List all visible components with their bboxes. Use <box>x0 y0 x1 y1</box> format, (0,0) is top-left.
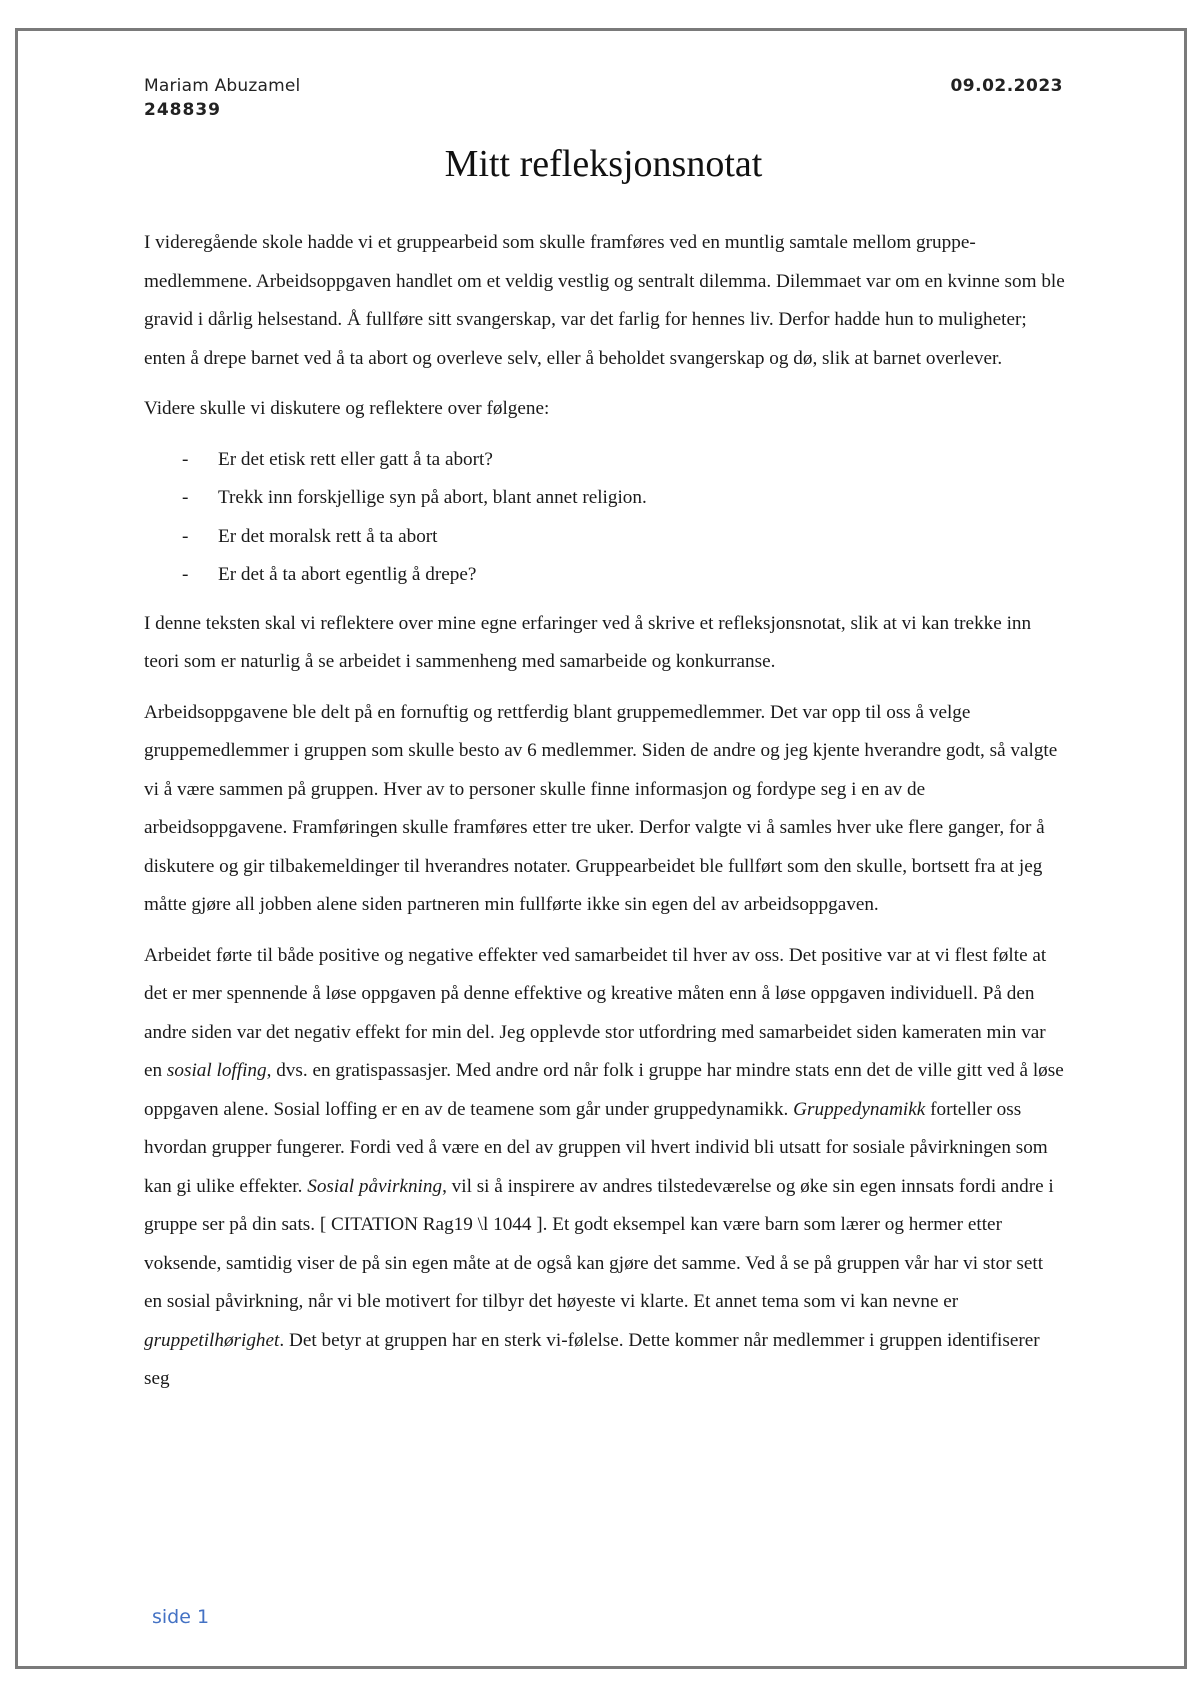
list-item-text: Er det moralsk rett å ta abort <box>218 525 438 547</box>
document-date: 09.02.2023 <box>950 76 1063 96</box>
list-item-text: Er det etisk rett eller gatt å ta abort? <box>218 448 493 470</box>
document-header <box>144 74 1063 122</box>
list-item-text: Er det å ta abort egentlig å drepe? <box>218 564 477 585</box>
document-title: Mitt refleksjonsnotat <box>444 143 763 185</box>
text-run: , dvs. en gratispassasjer. Med andre ord når folk i gruppe har mindre stats enn det de ville gitt ved å løse oppgaven alene. Sosial loffing er en av de teamene som går under gruppedynamikk. <box>144 1060 1064 1120</box>
list-dash: - <box>182 487 189 508</box>
text-run: Arbeidet førte til både positive og negative effekter ved samarbeidet til hver av oss. Det positive var at vi flest følte at det er mer spennende å løse oppgaven på denne effektive og kreative måten enn å løse oppgaven individuell. På den andre siden var det negativ effekt for min del. Jeg opplevde stor utfordring med samarbeidet siden kameraten min var en <box>144 944 1047 1081</box>
term-gruppedynamikk: Gruppedynamikk <box>793 1098 926 1120</box>
document-body <box>144 224 1065 1411</box>
discussion-questions-list <box>144 441 1065 595</box>
list-dash: - <box>182 525 189 547</box>
text-run: . Det betyr at gruppen har en sterk vi-følelse. Dette kommer når medlemmer i gruppen identifiserer seg <box>144 1329 1040 1389</box>
list-item <box>144 556 1065 595</box>
page-number: side 1 <box>152 1606 210 1628</box>
term-gruppetilhorighet: gruppetilhørighet <box>144 1329 280 1351</box>
paragraph-discussion-lead: Videre skulle vi diskutere og reflektere over følgene: <box>144 398 550 419</box>
paragraph-task-division: Arbeidsoppgavene ble delt på en fornuftig og rettferdig blant gruppemedlemmer. Det var opp til oss å velge gruppemedlemmer i gruppen som skulle besto av 6 medlemmer. Siden de andre og jeg kjente hverandre godt, så valgte vi å være sammen på gruppen. Hver av to personer skulle finne informasjon og fordype seg i en av de arbeidsoppgavene. Framføringen skulle framføres etter tre uker. Derfor valgte vi å samles hver uke flere ganger, for å diskutere og gir tilbakemeldinger til hverandres notater. Gruppearbeidet ble fullført som den skulle, bortsett fra at jeg måtte gjøre all jobben alene siden partneren min fullførte ikke sin egen del av arbeidsoppgaven. <box>144 701 1058 915</box>
paragraph-purpose: I denne teksten skal vi reflektere over mine egne erfaringer ved å skrive et refleksjonsnotat, slik at vi kan trekke inn teori som er naturlig å se arbeidet i sammenheng med samarbeide og konkurranse. <box>144 612 1032 672</box>
author-name: Mariam Abuzamel <box>144 76 301 96</box>
list-dash: - <box>182 448 189 470</box>
text-run: forteller oss hvordan grupper fungerer. Fordi ved å være en del av gruppen vil hvert individ bli utsatt for sosiale påvirkningen som kan gi ulike effekter. <box>144 1098 1048 1197</box>
text-run: , vil si å inspirere av andres tilstedeværelse og øke sin egen innsats fordi andre i gruppe ser på din sats. [ CITATION Rag19 \l 1044 ]. Et godt eksempel kan være barn som lærer og hermer etter voksende, samtidig viser de på sin egen måte at de også kan gjøre det samme. Ved å se på gruppen vår har vi stor sett en sosial påvirkning, når vi ble motivert for tilbyr det høyeste vi klarte. Et annet tema som vi kan nevne er <box>144 1175 1054 1312</box>
term-sosial-loffing: sosial loffing <box>166 1060 267 1081</box>
list-item <box>144 479 1065 518</box>
paragraph-effects <box>144 937 1065 1399</box>
student-id: 248839 <box>144 100 221 120</box>
list-item <box>144 441 1065 480</box>
paragraph-intro: I videregående skole hadde vi et gruppearbeid som skulle framføres ved en muntlig samtale mellom gruppe-medlemmene. Arbeidsoppgaven handlet om et veldig vestlig og sentralt dilemma. Dilemmaet var om en kvinne som ble gravid i dårlig helsestand. Å fullføre sitt svangerskap, var det farlig for hennes liv. Derfor hadde hun to muligheter; enten å drepe barnet ved å ta abort og overleve selv, eller å beholdet svangerskap og dø, slik at barnet overlever. <box>144 232 1065 369</box>
list-item <box>144 518 1065 557</box>
list-dash: - <box>182 564 189 585</box>
list-item-text: Trekk inn forskjellige syn på abort, blant annet religion. <box>218 487 647 508</box>
term-sosial-pavirkning: Sosial påvirkning <box>307 1175 443 1197</box>
